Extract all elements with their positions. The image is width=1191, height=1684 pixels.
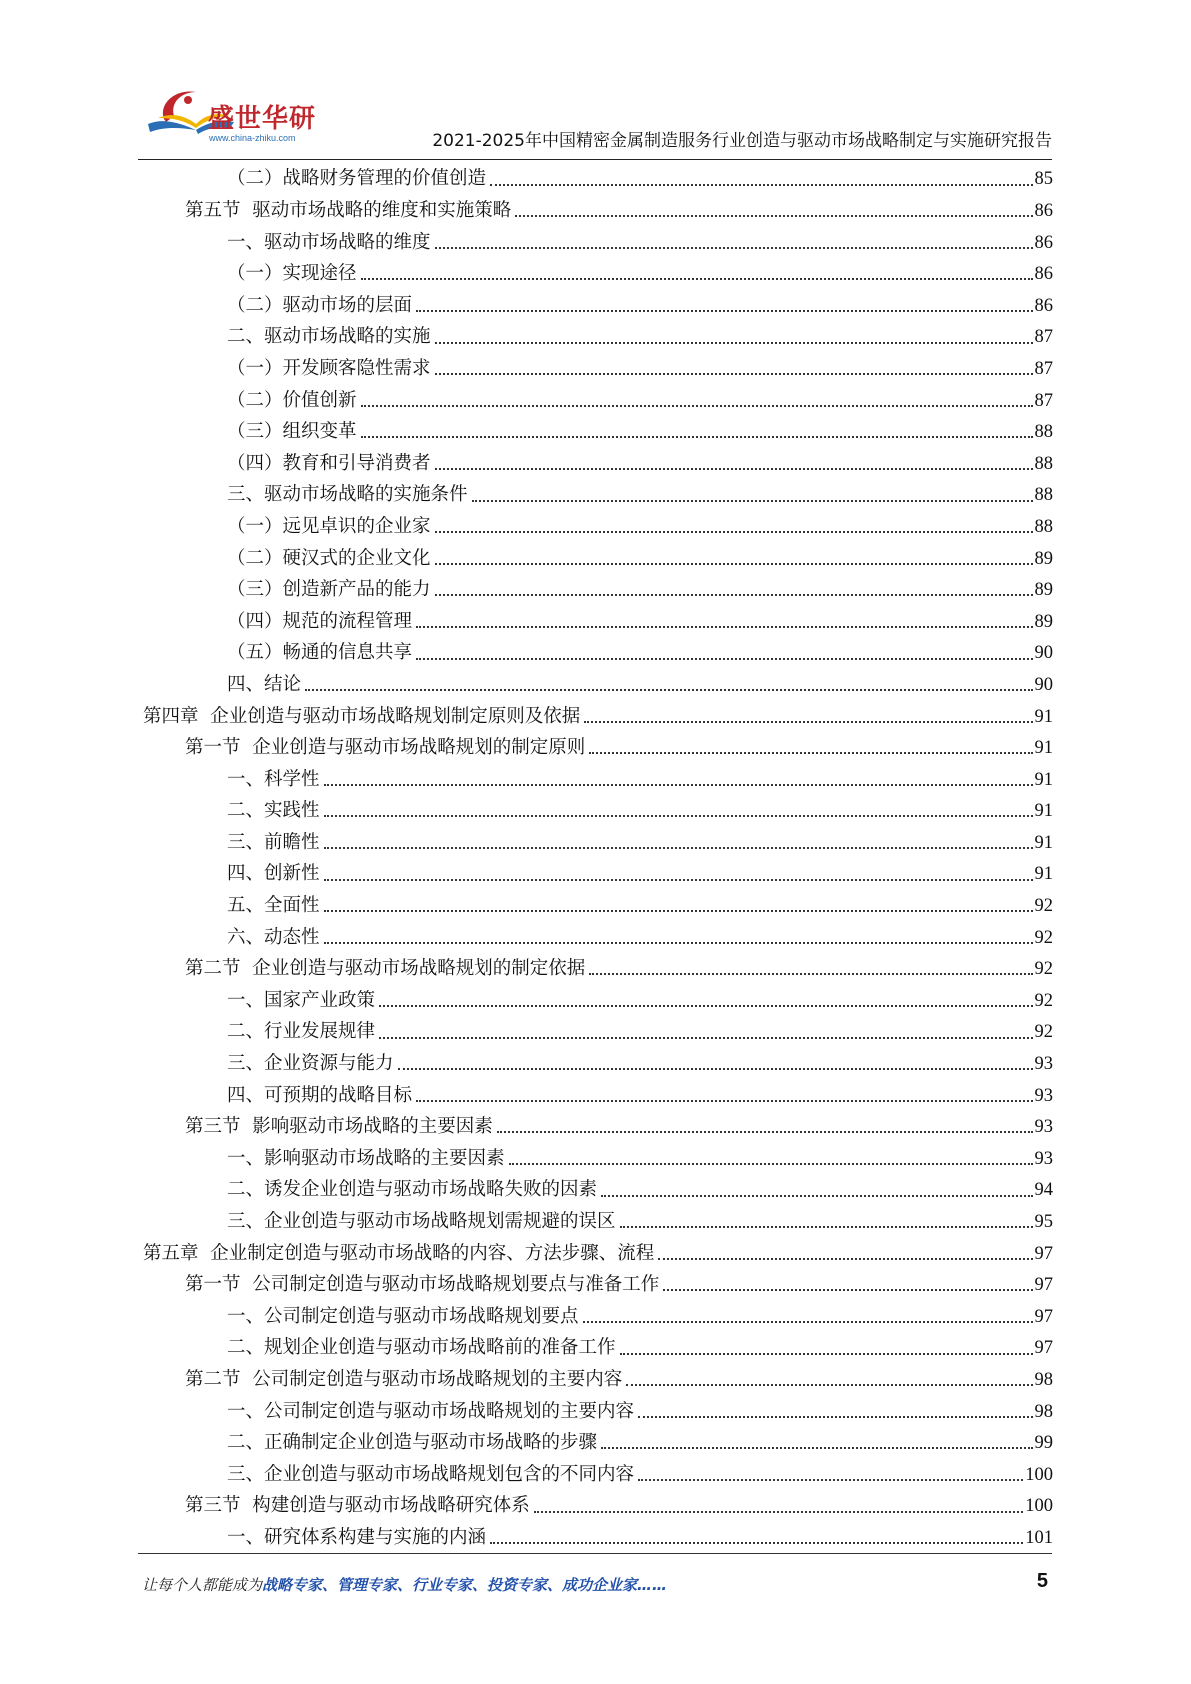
- toc-leader-dots: [416, 310, 1032, 312]
- toc-entry[interactable]: [143, 886, 1053, 918]
- toc-entry[interactable]: [143, 380, 1053, 412]
- toc-entry-title: 二、诱发企业创造与驱动市场战略失败的因素: [227, 1179, 598, 1201]
- toc-entry-title: 一、科学性: [227, 768, 320, 790]
- toc-entry[interactable]: [143, 1265, 1053, 1297]
- toc-leader-dots: [435, 247, 1033, 249]
- toc-entry-page: 87: [1034, 327, 1053, 348]
- toc-leader-dots: [305, 689, 1032, 691]
- toc-entry-title: 三、企业创造与驱动市场战略规划包含的不同内容: [227, 1463, 635, 1485]
- toc-entry[interactable]: [143, 475, 1053, 507]
- toc-entry[interactable]: [143, 1423, 1053, 1455]
- brand-url: www.china-zhiku.com: [209, 133, 296, 143]
- toc-entry-page: 95: [1034, 1212, 1053, 1232]
- toc-entry-page: 94: [1034, 1180, 1053, 1201]
- toc-entry[interactable]: [143, 633, 1053, 665]
- toc-entry[interactable]: [143, 1391, 1053, 1423]
- toc-entry[interactable]: [143, 1360, 1053, 1392]
- toc-entry-page: 91: [1034, 832, 1053, 853]
- toc-entry[interactable]: [143, 1044, 1053, 1076]
- toc-entry-page: 93: [1034, 1054, 1053, 1075]
- toc-entry-title: 第二节 公司制定创造与驱动市场战略规划的主要内容: [185, 1368, 623, 1390]
- toc-entry-page: 92: [1034, 896, 1053, 917]
- toc-entry-page: 97: [1034, 1306, 1053, 1327]
- toc-leader-dots: [379, 1005, 1032, 1007]
- toc-entry[interactable]: [143, 317, 1053, 349]
- report-title: 2021-2025年中国精密金属制造服务行业创造与驱动市场战略制定与实施研究报告: [432, 131, 1052, 151]
- toc-entry[interactable]: [143, 1170, 1053, 1202]
- toc-entry[interactable]: [143, 1012, 1053, 1044]
- toc-leader-dots: [583, 1321, 1033, 1323]
- toc-entry-title: （三）组织变革: [227, 421, 357, 443]
- toc-leader-dots: [324, 910, 1033, 912]
- toc-entry-page: 89: [1034, 548, 1053, 569]
- toc-entry[interactable]: [143, 285, 1053, 317]
- toc-entry-title: 二、实践性: [227, 800, 320, 822]
- toc-entry-page: 87: [1034, 358, 1053, 379]
- toc-entry-title: （二）硬汉式的企业文化: [227, 547, 431, 569]
- toc-leader-dots: [324, 815, 1033, 817]
- toc-entry-title: 第四章 企业创造与驱动市场战略规划制定原则及依据: [143, 705, 581, 727]
- toc-entry-title: 一、国家产业政策: [227, 989, 376, 1011]
- toc-entry[interactable]: [143, 917, 1053, 949]
- toc-entry[interactable]: [143, 191, 1053, 223]
- toc-entry-page: 92: [1034, 927, 1053, 948]
- toc-entry[interactable]: [143, 507, 1053, 539]
- toc-leader-dots: [626, 1384, 1032, 1386]
- toc-entry[interactable]: [143, 791, 1053, 823]
- toc-entry-page: 93: [1034, 1148, 1053, 1169]
- toc-entry[interactable]: [143, 443, 1053, 475]
- toc-leader-dots: [601, 1195, 1032, 1197]
- toc-entry-title: （二）驱动市场的层面: [227, 294, 413, 316]
- toc-entry-title: （三）创造新产品的能力: [227, 579, 431, 601]
- toc-entry[interactable]: [143, 601, 1053, 633]
- toc-entry-page: 91: [1034, 738, 1053, 759]
- toc-entry-page: 87: [1034, 390, 1053, 411]
- toc-entry-title: 二、正确制定企业创造与驱动市场战略的步骤: [227, 1432, 598, 1454]
- toc-entry[interactable]: [143, 254, 1053, 286]
- toc-entry[interactable]: [143, 1454, 1053, 1486]
- toc-entry[interactable]: [143, 1138, 1053, 1170]
- toc-entry-title: 一、公司制定创造与驱动市场战略规划要点: [227, 1305, 579, 1327]
- toc-entry-page: 86: [1034, 264, 1053, 285]
- footer-slogan-lead: 让每个人都能成为: [142, 1576, 263, 1594]
- toc-entry[interactable]: [143, 980, 1053, 1012]
- toc-entry-title: 三、前瞻性: [227, 831, 320, 853]
- page-number: 5: [1036, 1570, 1048, 1592]
- toc-entry-page: 86: [1034, 295, 1053, 316]
- toc-leader-dots: [620, 1353, 1033, 1355]
- toc-entry-page: 93: [1034, 1117, 1053, 1138]
- toc-entry-title: 第一节 企业创造与驱动市场战略规划的制定原则: [185, 737, 586, 759]
- toc-entry-title: 一、驱动市场战略的维度: [227, 231, 431, 253]
- toc-entry-title: 第三节 影响驱动市场战略的主要因素: [185, 1116, 493, 1138]
- toc-entry-page: 101: [1025, 1527, 1053, 1548]
- toc-entry-title: 二、规划企业创造与驱动市场战略前的准备工作: [227, 1337, 616, 1359]
- toc-entry-page: 93: [1034, 1085, 1053, 1106]
- toc-entry-title: （一）实现途径: [227, 263, 357, 285]
- toc-entry-title: 四、结论: [227, 673, 302, 695]
- toc-entry-title: 第二节 企业创造与驱动市场战略规划的制定依据: [185, 958, 586, 980]
- toc-leader-dots: [416, 626, 1032, 628]
- toc-entry[interactable]: [143, 1518, 1053, 1550]
- toc-entry-title: （一）远见卓识的企业家: [227, 515, 431, 537]
- toc-entry-page: 88: [1034, 422, 1053, 443]
- toc-entry-title: 一、影响驱动市场战略的主要因素: [227, 1147, 505, 1169]
- toc-entry-page: 86: [1034, 201, 1053, 221]
- toc-entry-page: 91: [1034, 801, 1053, 822]
- toc-entry[interactable]: [143, 1328, 1053, 1360]
- toc-entry-page: 88: [1034, 453, 1053, 474]
- toc-entry-title: 第一节 公司制定创造与驱动市场战略规划要点与准备工作: [185, 1274, 660, 1296]
- toc-leader-dots: [435, 342, 1033, 344]
- toc-leader-dots: [515, 215, 1032, 217]
- toc-leader-dots: [324, 784, 1033, 786]
- toc-entry[interactable]: [143, 1202, 1053, 1234]
- toc-entry-title: 第三节 构建创造与驱动市场战略研究体系: [185, 1495, 530, 1517]
- toc-entry-title: 一、公司制定创造与驱动市场战略规划的主要内容: [227, 1400, 635, 1422]
- toc-leader-dots: [589, 752, 1032, 754]
- toc-entry[interactable]: [143, 949, 1053, 981]
- toc-entry-page: 98: [1034, 1401, 1053, 1422]
- footer-slogan-highlight: 战略专家、管理专家、行业专家、投资专家、成功企业家……: [262, 1576, 668, 1594]
- toc-leader-dots: [435, 563, 1033, 565]
- toc-entry-page: 88: [1034, 485, 1053, 506]
- footer-divider: [138, 1553, 1052, 1554]
- toc-leader-dots: [490, 184, 1032, 186]
- toc-leader-dots: [584, 721, 1032, 723]
- toc-entry[interactable]: [143, 759, 1053, 791]
- toc-entry-page: 88: [1034, 516, 1053, 537]
- toc-entry[interactable]: [143, 822, 1053, 854]
- toc-leader-dots: [490, 1542, 1023, 1544]
- toc-entry-title: （四）规范的流程管理: [227, 610, 413, 632]
- toc-entry[interactable]: [143, 222, 1053, 254]
- toc-entry-page: 91: [1034, 769, 1053, 790]
- toc-leader-dots: [379, 1037, 1032, 1039]
- toc-entry-page: 98: [1034, 1369, 1053, 1390]
- toc-entry[interactable]: [143, 665, 1053, 697]
- toc-entry-page: 85: [1034, 169, 1053, 190]
- toc-entry-page: 91: [1034, 706, 1053, 727]
- toc-entry[interactable]: [143, 570, 1053, 602]
- toc-entry-page: 100: [1025, 1496, 1053, 1517]
- toc-entry[interactable]: [143, 728, 1053, 760]
- table-of-contents: [143, 159, 1053, 1549]
- toc-leader-dots: [435, 468, 1033, 470]
- toc-entry[interactable]: [143, 1486, 1053, 1518]
- toc-leader-dots: [601, 1447, 1032, 1449]
- toc-entry-title: 五、全面性: [227, 895, 320, 917]
- toc-leader-dots: [435, 531, 1033, 533]
- toc-entry-page: 97: [1034, 1338, 1053, 1359]
- toc-entry[interactable]: [143, 159, 1053, 191]
- toc-entry-title: （五）畅通的信息共享: [227, 642, 413, 664]
- toc-leader-dots: [658, 1258, 1032, 1260]
- toc-entry[interactable]: [143, 1296, 1053, 1328]
- toc-entry[interactable]: [143, 1075, 1053, 1107]
- toc-entry-page: 92: [1034, 959, 1053, 980]
- toc-entry-title: （四）教育和引导消费者: [227, 452, 431, 474]
- toc-entry-title: 三、企业资源与能力: [227, 1053, 394, 1075]
- toc-entry-page: 90: [1034, 643, 1053, 664]
- toc-leader-dots: [497, 1131, 1033, 1133]
- toc-entry-page: 97: [1034, 1243, 1053, 1264]
- toc-leader-dots: [638, 1416, 1032, 1418]
- toc-entry[interactable]: [143, 1107, 1053, 1139]
- toc-entry-title: 二、驱动市场战略的实施: [227, 326, 431, 348]
- toc-entry-page: 92: [1034, 990, 1053, 1011]
- toc-leader-dots: [398, 1068, 1033, 1070]
- toc-entry-page: 90: [1034, 674, 1053, 695]
- toc-leader-dots: [324, 847, 1033, 849]
- brand-name: 盛世华研: [208, 104, 317, 134]
- toc-entry-page: 91: [1034, 864, 1053, 885]
- toc-leader-dots: [663, 1289, 1032, 1291]
- toc-leader-dots: [589, 973, 1032, 975]
- toc-entry-title: （二）价值创新: [227, 389, 357, 411]
- toc-leader-dots: [620, 1226, 1033, 1228]
- toc-leader-dots: [435, 373, 1033, 375]
- toc-entry[interactable]: [143, 349, 1053, 381]
- toc-leader-dots: [534, 1511, 1023, 1513]
- toc-entry-page: 89: [1034, 580, 1053, 601]
- toc-leader-dots: [435, 594, 1033, 596]
- toc-entry-title: 第五节 驱动市场战略的维度和实施策略: [185, 200, 512, 221]
- toc-entry-title: 三、驱动市场战略的实施条件: [227, 484, 468, 506]
- toc-entry-page: 97: [1034, 1275, 1053, 1296]
- toc-leader-dots: [509, 1163, 1033, 1165]
- toc-entry-title: （二）战略财务管理的价值创造: [227, 168, 487, 190]
- footer-slogan: [142, 1574, 667, 1595]
- toc-leader-dots: [324, 879, 1033, 881]
- toc-entry-title: 一、研究体系构建与实施的内涵: [227, 1526, 487, 1548]
- toc-leader-dots: [638, 1479, 1023, 1481]
- toc-entry-title: 第五章 企业制定创造与驱动市场战略的内容、方法步骤、流程: [143, 1242, 655, 1264]
- toc-entry-title: （一）开发顾客隐性需求: [227, 357, 431, 379]
- toc-leader-dots: [361, 278, 1033, 280]
- toc-entry-title: 六、动态性: [227, 926, 320, 948]
- toc-leader-dots: [324, 942, 1033, 944]
- toc-leader-dots: [472, 500, 1033, 502]
- toc-entry-page: 100: [1025, 1464, 1053, 1485]
- toc-entry-title: 二、行业发展规律: [227, 1021, 376, 1043]
- toc-entry[interactable]: [143, 854, 1053, 886]
- toc-leader-dots: [416, 658, 1032, 660]
- toc-entry-title: 四、创新性: [227, 863, 320, 885]
- page-header: [0, 0, 1191, 160]
- toc-entry[interactable]: [143, 1233, 1053, 1265]
- toc-leader-dots: [416, 1100, 1032, 1102]
- toc-entry[interactable]: [143, 412, 1053, 444]
- toc-entry[interactable]: [143, 696, 1053, 728]
- toc-leader-dots: [361, 436, 1033, 438]
- toc-entry-page: 89: [1034, 611, 1053, 632]
- toc-entry-page: 99: [1034, 1433, 1053, 1454]
- toc-leader-dots: [361, 405, 1033, 407]
- toc-entry-title: 四、可预期的战略目标: [227, 1084, 413, 1106]
- toc-entry-page: 86: [1034, 232, 1053, 253]
- toc-entry-page: 92: [1034, 1022, 1053, 1043]
- toc-entry[interactable]: [143, 538, 1053, 570]
- toc-entry-title: 三、企业创造与驱动市场战略规划需规避的误区: [227, 1211, 616, 1232]
